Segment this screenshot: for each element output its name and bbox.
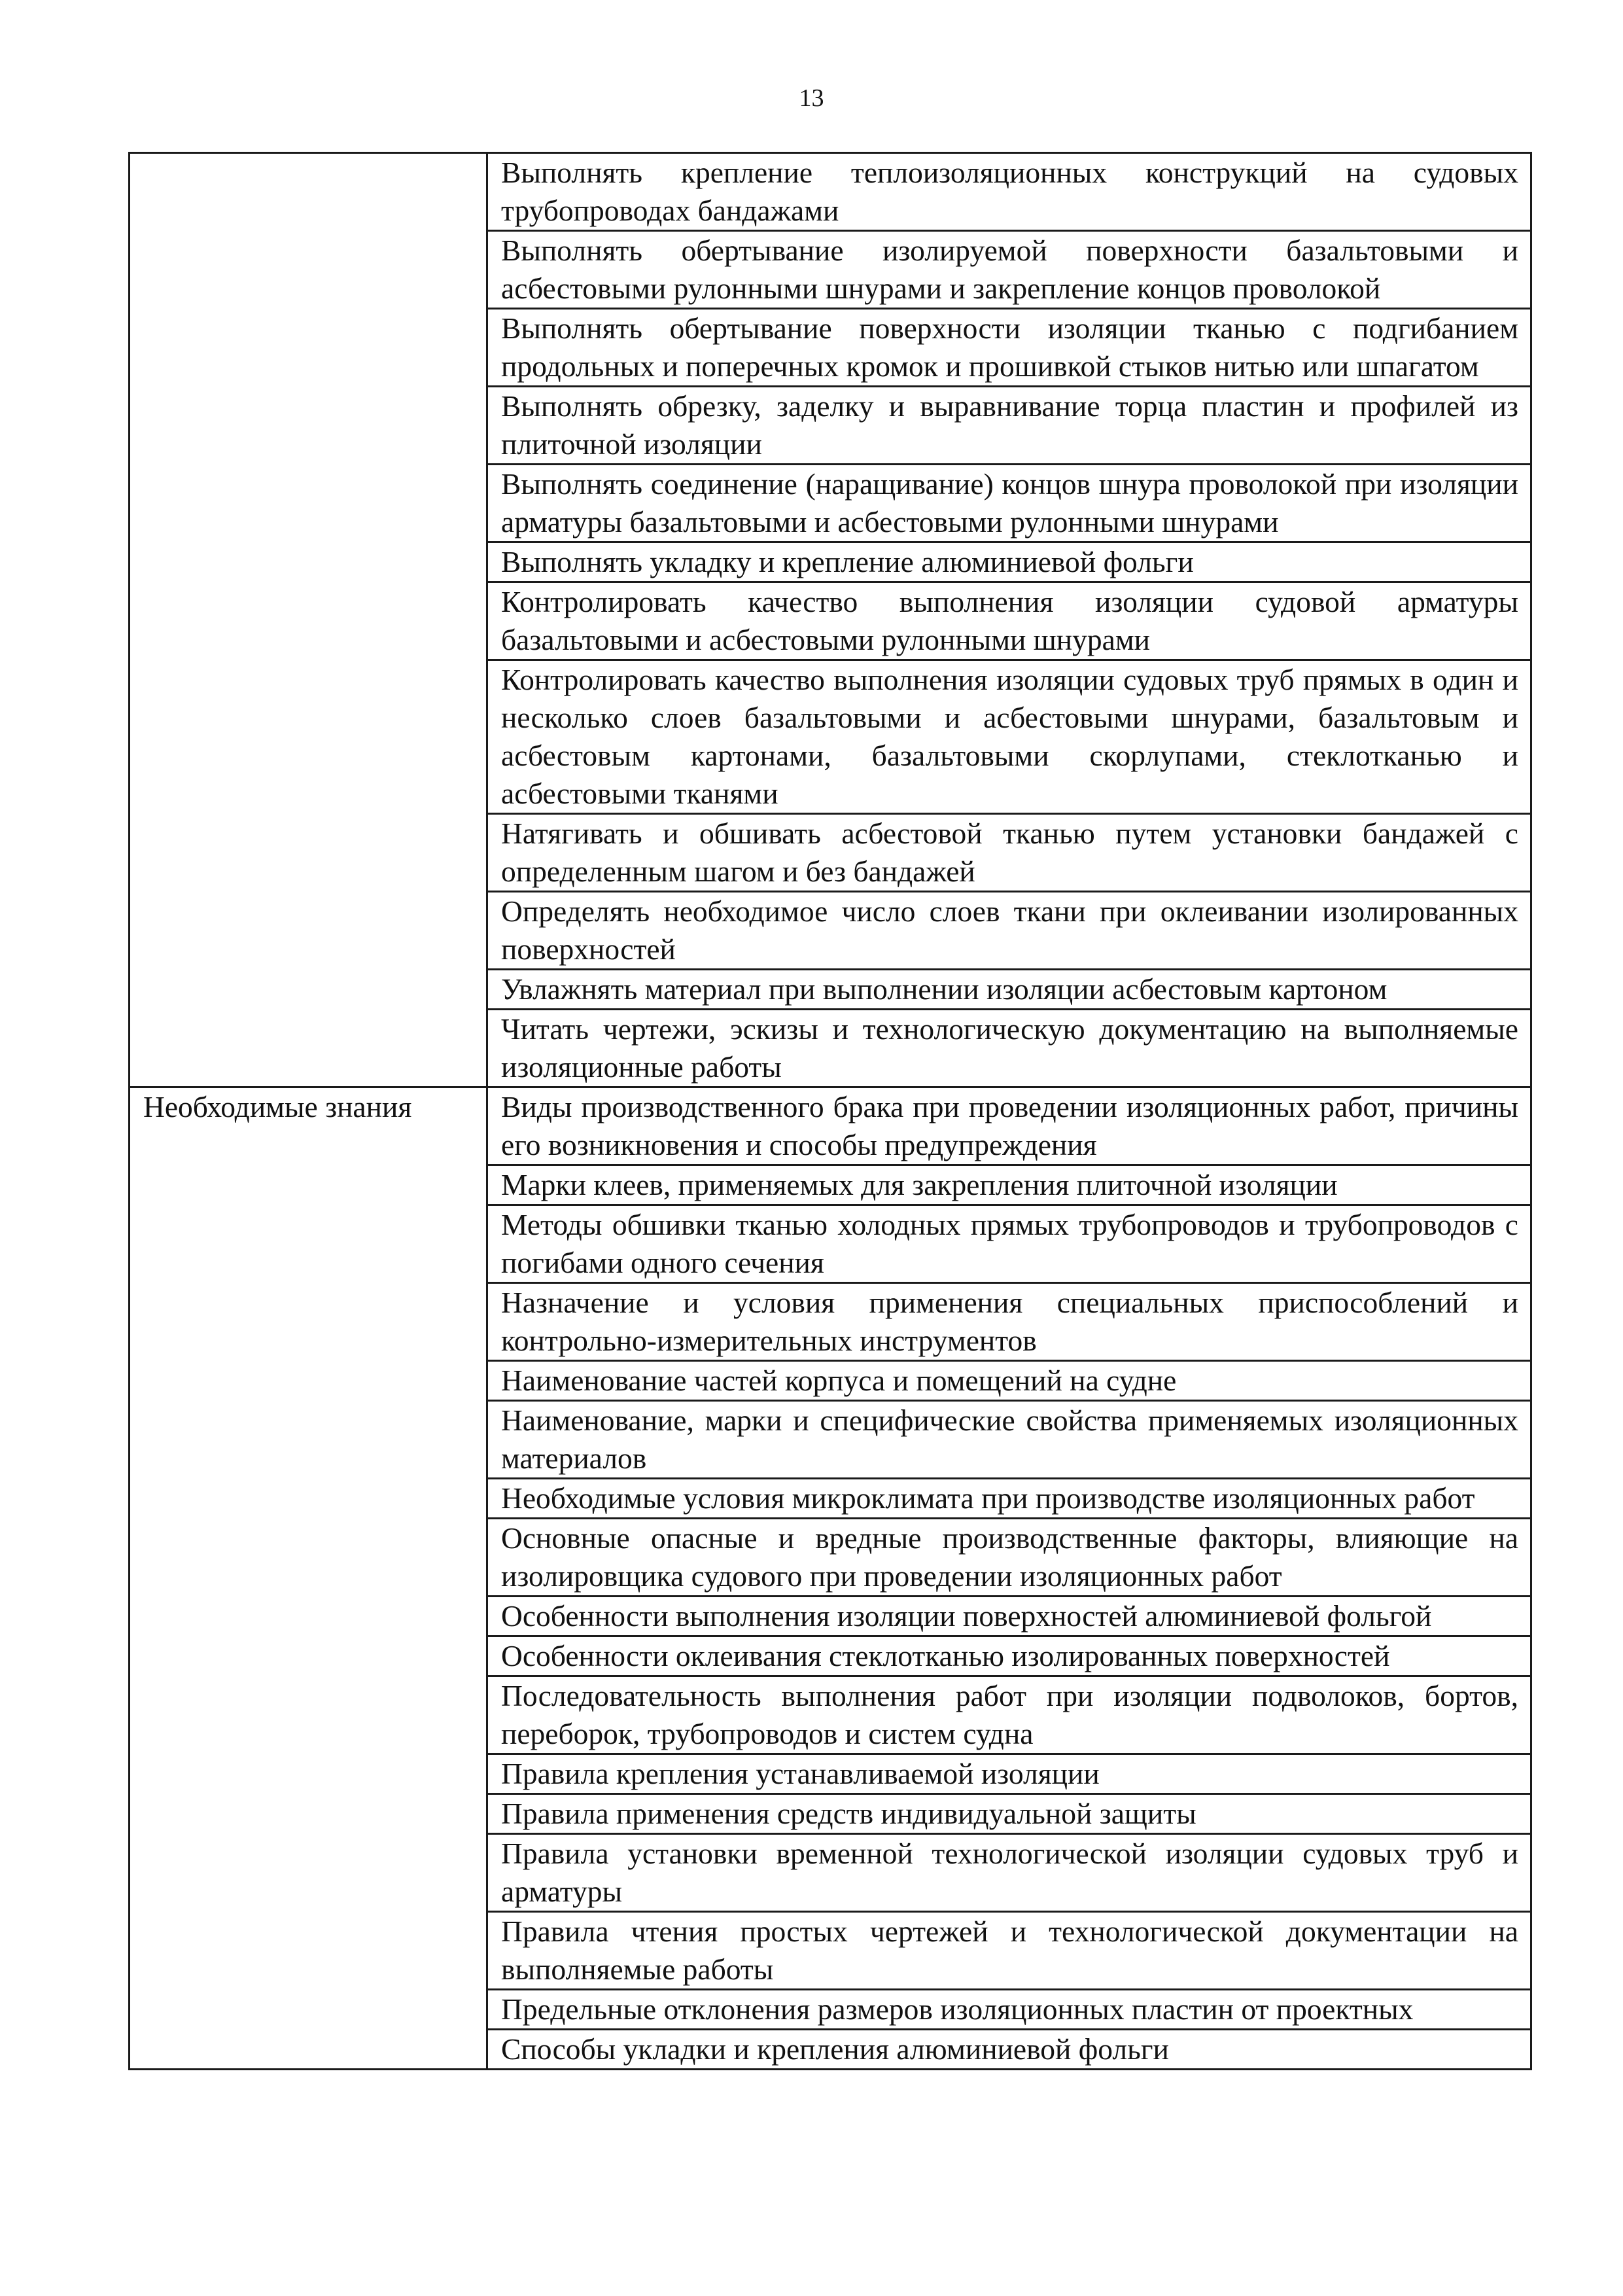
skill-item: Определять необходимое число слоев ткани при оклеивании изолированных поверхностей [487, 892, 1531, 970]
requirements-table [128, 152, 1532, 2070]
knowledge-item: Необходимые условия микроклимата при производстве изоляционных работ [487, 1479, 1531, 1519]
skill-item: Контролировать качество выполнения изоляции судовой арматуры базальтовыми и асбестовыми рулонными шнурами [487, 582, 1531, 660]
knowledge-item: Особенности выполнения изоляции поверхностей алюминиевой фольгой [487, 1597, 1531, 1636]
section-label-knowledge: Необходимые знания [130, 1087, 487, 2070]
knowledge-item: Правила крепления устанавливаемой изоляции [487, 1754, 1531, 1794]
skill-item: Натягивать и обшивать асбестовой тканью путем установки бандажей с определенным шагом и без бандажей [487, 814, 1531, 892]
skill-item: Выполнять укладку и крепление алюминиевой фольги [487, 542, 1531, 582]
knowledge-item: Правила применения средств индивидуальной защиты [487, 1794, 1531, 1834]
table-row [130, 1087, 1531, 1165]
knowledge-item: Правила чтения простых чертежей и технологической документации на выполняемые работы [487, 1912, 1531, 1990]
knowledge-item: Способы укладки и крепления алюминиевой фольги [487, 2030, 1531, 2070]
knowledge-item: Особенности оклеивания стеклотканью изолированных поверхностей [487, 1636, 1531, 1676]
skill-item: Выполнять обертывание поверхности изоляции тканью с подгибанием продольных и поперечных кромок и прошивкой стыков нитью или шпагатом [487, 309, 1531, 387]
table-row [130, 153, 1531, 231]
skill-item: Контролировать качество выполнения изоляции судовых труб прямых в один и несколько слоев базальтовыми и асбестовыми шнурами, базальтовым и асбестовым картонами, базальтовыми скорлупами, стеклотканью и асбестовыми тканями [487, 660, 1531, 814]
section-label-skills [130, 153, 487, 1087]
knowledge-item: Основные опасные и вредные производственные факторы, влияющие на изолировщика судового при проведении изоляционных работ [487, 1519, 1531, 1597]
skill-item: Увлажнять материал при выполнении изоляции асбестовым картоном [487, 970, 1531, 1010]
knowledge-item: Назначение и условия применения специальных приспособлений и контрольно-измерительных инструментов [487, 1283, 1531, 1361]
knowledge-item: Методы обшивки тканью холодных прямых трубопроводов и трубопроводов с погибами одного сечения [487, 1205, 1531, 1283]
knowledge-item: Предельные отклонения размеров изоляционных пластин от проектных [487, 1990, 1531, 2030]
knowledge-item: Последовательность выполнения работ при изоляции подволоков, бортов, переборок, трубопроводов и систем судна [487, 1676, 1531, 1754]
knowledge-item: Виды производственного брака при проведении изоляционных работ, причины его возникновения и способы предупреждения [487, 1087, 1531, 1165]
knowledge-item: Наименование частей корпуса и помещений на судне [487, 1361, 1531, 1401]
knowledge-item: Марки клеев, применяемых для закрепления плиточной изоляции [487, 1165, 1531, 1205]
page-number: 13 [799, 84, 824, 112]
skill-item: Выполнять обертывание изолируемой поверхности базальтовыми и асбестовыми рулонными шнурами и закрепление концов проволокой [487, 231, 1531, 309]
skill-item: Выполнять обрезку, заделку и выравнивание торца пластин и профилей из плиточной изоляции [487, 387, 1531, 465]
knowledge-item: Наименование, марки и специфические свойства применяемых изоляционных материалов [487, 1401, 1531, 1479]
skill-item: Выполнять крепление теплоизоляционных конструкций на судовых трубопроводах бандажами [487, 153, 1531, 231]
skill-item: Читать чертежи, эскизы и технологическую документацию на выполняемые изоляционные работы [487, 1010, 1531, 1087]
knowledge-item: Правила установки временной технологической изоляции судовых труб и арматуры [487, 1834, 1531, 1912]
skill-item: Выполнять соединение (наращивание) концов шнура проволокой при изоляции арматуры базальтовыми и асбестовыми рулонными шнурами [487, 465, 1531, 542]
